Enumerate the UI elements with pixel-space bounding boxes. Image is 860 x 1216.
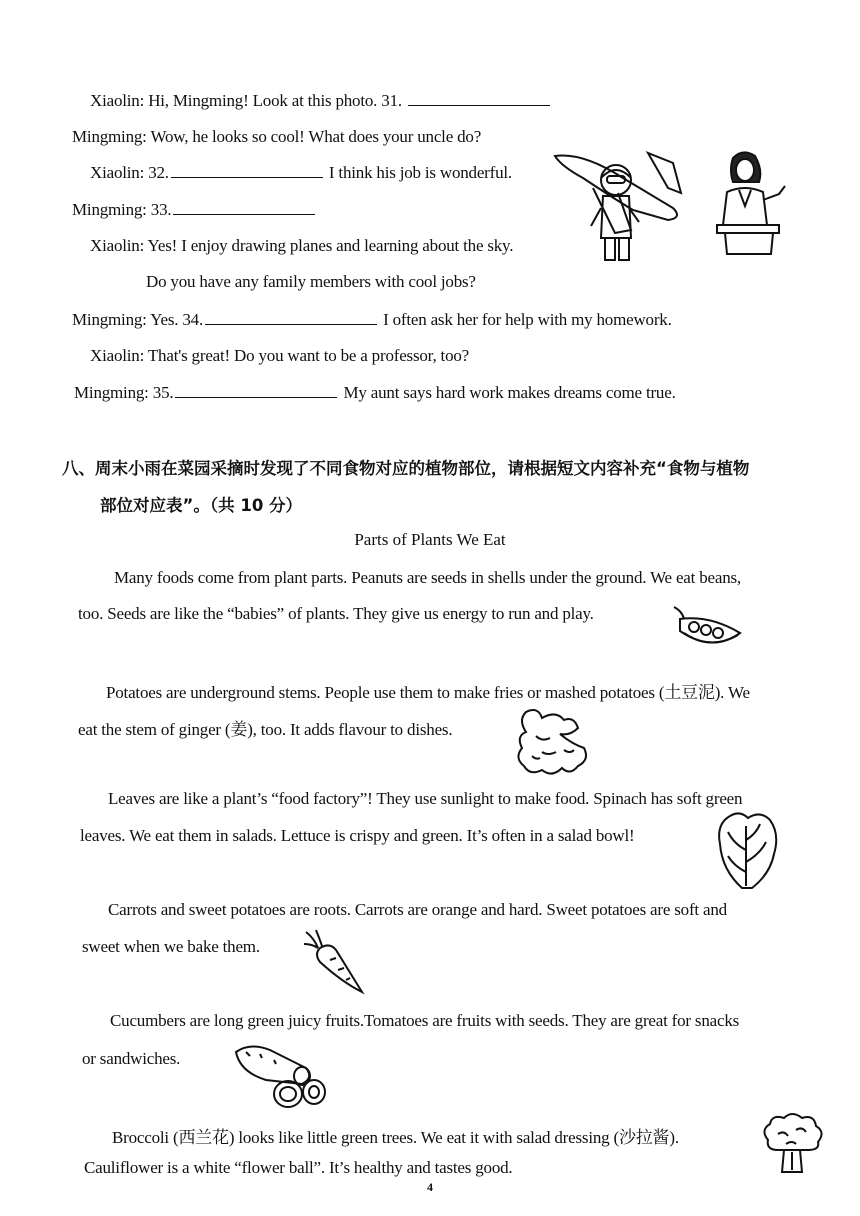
answer-blank-32[interactable]: [171, 176, 323, 178]
answer-blank-34[interactable]: [205, 323, 377, 325]
answer-blank-33[interactable]: [173, 213, 315, 215]
paragraph-leaves-line2: leaves. We eat them in salads. Lettuce is crispy and green. It’s often in a salad bowl!: [80, 826, 635, 845]
speaker: Xiaolin:: [90, 236, 145, 255]
paragraph-fruits-line1: Cucumbers are long green juicy fruits.Tomatoes are fruits with seeds. They are great for snacks: [110, 1011, 740, 1030]
dialogue-line-drawing: [90, 236, 513, 256]
paragraph-stems-line2: eat the stem of ginger (姜), too. It adds flavour to dishes.: [78, 720, 453, 739]
dialogue-text: Yes. 34.: [150, 310, 204, 329]
paragraph-seeds-line1: Many foods come from plant parts. Peanuts are seeds in shells under the ground. We eat beans,: [114, 568, 741, 587]
section-heading-line1: 八、周末小雨在菜园采摘时发现了不同食物对应的植物部位，请根据短文内容补充“食物与植物: [62, 459, 750, 478]
broccoli-icon: [758, 1110, 828, 1176]
dialogue-line-professor: [90, 346, 469, 366]
dialogue-line-32: [90, 163, 512, 183]
dialogue-text: 35.: [152, 383, 174, 402]
speaker: Xiaolin:: [90, 163, 145, 182]
professor-at-podium-icon: [713, 150, 798, 255]
speaker: Xiaolin:: [90, 91, 145, 110]
cucumber-icon: [230, 1040, 330, 1114]
dialogue-line-35: [74, 383, 676, 403]
passage-title: Parts of Plants We Eat: [354, 530, 506, 549]
paragraph-roots-line1: Carrots and sweet potatoes are roots. Carrots are orange and hard. Sweet potatoes are soft and: [108, 900, 727, 919]
dialogue-text: Hi, Mingming! Look at this photo. 31.: [148, 91, 402, 110]
dialogue-line-33: [72, 200, 317, 220]
paragraph-flowers-line2: Cauliflower is a white “flower ball”. It’s healthy and tastes good.: [84, 1158, 513, 1177]
speaker: Mingming:: [72, 200, 147, 219]
speaker: Mingming:: [72, 310, 147, 329]
paragraph-roots-line2: sweet when we bake them.: [82, 937, 260, 956]
dialogue-text: Yes! I enjoy drawing planes and learning about the sky.: [147, 236, 514, 255]
section-heading-line2: 部位对应表”。（共 10 分）: [100, 496, 303, 515]
speaker: Mingming:: [74, 383, 149, 402]
dialogue-text: My aunt says hard work makes dreams come true.: [343, 383, 676, 402]
dialogue-text: I think his job is wonderful.: [328, 163, 512, 182]
ginger-icon: [512, 706, 592, 782]
dialogue-text: That's great! Do you want to be a professor, too?: [147, 346, 470, 365]
paragraph-seeds-line2: too. Seeds are like the “babies” of plants. They give us energy to run and play.: [78, 604, 594, 623]
answer-blank-31[interactable]: [408, 104, 550, 106]
page-number: 4: [427, 1180, 433, 1194]
pilot-with-plane-icon: [553, 148, 693, 268]
carrot-icon: [302, 928, 366, 996]
paragraph-fruits-line2: or sandwiches.: [82, 1049, 181, 1068]
speaker: Xiaolin:: [90, 346, 145, 365]
dialogue-text: Do you have any family members with cool jobs?: [146, 272, 476, 291]
answer-blank-35[interactable]: [175, 396, 337, 398]
dialogue-line-31: [90, 91, 552, 111]
paragraph-leaves-line1: Leaves are like a plant’s “food factory”! They use sunlight to make food. Spinach has soft green: [108, 789, 743, 808]
paragraph-stems-line1: Potatoes are underground stems. People use them to make fries or mashed potatoes (土豆泥). We: [106, 683, 750, 702]
dialogue-text: 32.: [148, 163, 169, 182]
lettuce-icon: [712, 810, 782, 892]
pea-pod-icon: [670, 603, 745, 653]
dialogue-line-family: [146, 272, 476, 292]
dialogue-text: 33.: [150, 200, 172, 219]
dialogue-text: Wow, he looks so cool! What does your uncle do?: [150, 127, 482, 146]
dialogue-line-uncle: [72, 127, 481, 147]
speaker: Mingming:: [72, 127, 147, 146]
paragraph-flowers-line1: Broccoli (西兰花) looks like little green trees. We eat it with salad dressing (沙拉酱).: [112, 1128, 679, 1147]
dialogue-text: I often ask her for help with my homework.: [383, 310, 672, 329]
dialogue-line-34: [72, 310, 672, 330]
